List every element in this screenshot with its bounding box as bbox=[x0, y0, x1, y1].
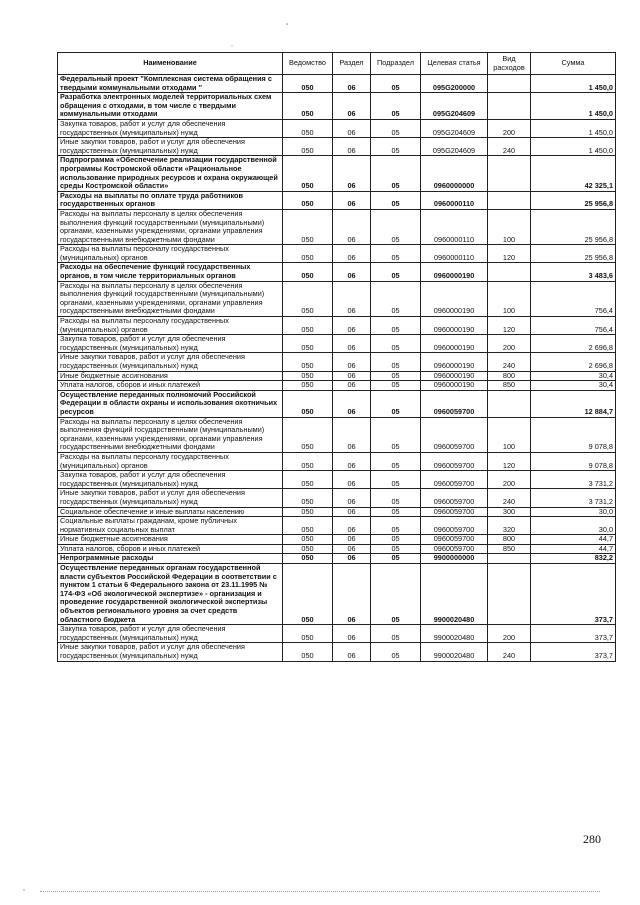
cell-sum: 756,4 bbox=[531, 317, 616, 335]
cell-subsection: 05 bbox=[371, 138, 421, 156]
cell-dept: 050 bbox=[283, 191, 333, 209]
cell-sum: 2 696,8 bbox=[531, 335, 616, 353]
cell-subsection: 05 bbox=[371, 93, 421, 120]
cell-target: 9900020480 bbox=[421, 564, 488, 625]
cell-name: Социальные выплаты гражданам, кроме публичных нормативных социальных выплат bbox=[58, 517, 283, 535]
cell-subsection: 05 bbox=[371, 564, 421, 625]
cell-sum: 3 731,2 bbox=[531, 489, 616, 507]
cell-sum: 25 956,8 bbox=[531, 191, 616, 209]
cell-name: Расходы на выплаты персоналу государственных (муниципальных) органов bbox=[58, 245, 283, 263]
cell-section: 06 bbox=[333, 471, 371, 489]
cell-type: 300 bbox=[488, 507, 531, 517]
cell-name: Иные бюджетные ассигнования bbox=[58, 371, 283, 381]
cell-target: 0960059700 bbox=[421, 517, 488, 535]
cell-dept: 050 bbox=[283, 643, 333, 661]
cell-name: Социальное обеспечение и иные выплаты населению bbox=[58, 507, 283, 517]
header-target: Целевая статья bbox=[421, 53, 488, 75]
cell-target: 0960000110 bbox=[421, 245, 488, 263]
cell-section: 06 bbox=[333, 263, 371, 281]
cell-subsection: 05 bbox=[371, 75, 421, 93]
cell-dept: 050 bbox=[283, 353, 333, 371]
cell-name: Иные закупки товаров, работ и услуг для обеспечения государственных (муниципальных) нужд bbox=[58, 138, 283, 156]
cell-name: Иные закупки товаров, работ и услуг для обеспечения государственных (муниципальных) нужд bbox=[58, 353, 283, 371]
cell-type: 240 bbox=[488, 489, 531, 507]
header-type: Вид расходов bbox=[488, 53, 531, 75]
cell-type: 100 bbox=[488, 281, 531, 316]
cell-type: 240 bbox=[488, 138, 531, 156]
cell-dept: 050 bbox=[283, 371, 333, 381]
cell-target: 0960000000 bbox=[421, 156, 488, 191]
cell-dept: 050 bbox=[283, 471, 333, 489]
cell-target: 0960059700 bbox=[421, 507, 488, 517]
cell-sum: 1 450,0 bbox=[531, 119, 616, 137]
cell-name: Осуществление переданных полномочий Российской Федерации в области охраны и использования охотничьих ресурсов bbox=[58, 390, 283, 417]
cell-type: 850 bbox=[488, 381, 531, 391]
cell-dept: 050 bbox=[283, 119, 333, 137]
cell-subsection: 05 bbox=[371, 381, 421, 391]
cell-subsection: 05 bbox=[371, 209, 421, 244]
cell-section: 06 bbox=[333, 564, 371, 625]
cell-dept: 050 bbox=[283, 625, 333, 643]
cell-sum: 1 450,0 bbox=[531, 93, 616, 120]
header-dept: Ведомство bbox=[283, 53, 333, 75]
cell-target: 9900000000 bbox=[421, 554, 488, 564]
cell-sum: 25 956,8 bbox=[531, 245, 616, 263]
cell-dept: 050 bbox=[283, 535, 333, 545]
cell-subsection: 05 bbox=[371, 643, 421, 661]
header-section: Раздел bbox=[333, 53, 371, 75]
cell-dept: 050 bbox=[283, 390, 333, 417]
cell-name: Иные закупки товаров, работ и услуг для обеспечения государственных (муниципальных) нужд bbox=[58, 489, 283, 507]
cell-type: 800 bbox=[488, 371, 531, 381]
cell-section: 06 bbox=[333, 381, 371, 391]
cell-subsection: 05 bbox=[371, 245, 421, 263]
cell-sum: 1 450,0 bbox=[531, 75, 616, 93]
cell-target: 0960059700 bbox=[421, 544, 488, 554]
header-name: Наименование bbox=[58, 53, 283, 75]
cell-type: 800 bbox=[488, 535, 531, 545]
cell-section: 06 bbox=[333, 93, 371, 120]
cell-subsection: 05 bbox=[371, 156, 421, 191]
cell-sum: 3 731,2 bbox=[531, 471, 616, 489]
header-sum: Сумма bbox=[531, 53, 616, 75]
cell-sum: 832,2 bbox=[531, 554, 616, 564]
cell-sum: 44,7 bbox=[531, 544, 616, 554]
cell-dept: 050 bbox=[283, 452, 333, 470]
cell-type: 200 bbox=[488, 119, 531, 137]
cell-dept: 050 bbox=[283, 335, 333, 353]
cell-type: 120 bbox=[488, 245, 531, 263]
cell-name: Федеральный проект "Комплексная система обращения с твердыми коммунальными отходами " bbox=[58, 75, 283, 93]
cell-sum: 12 884,7 bbox=[531, 390, 616, 417]
cell-sum: 44,7 bbox=[531, 535, 616, 545]
cell-type: 240 bbox=[488, 643, 531, 661]
cell-name: Расходы на выплаты персоналу в целях обеспечения выполнения функций государственными (муниципальными) органами, казенными учреждениями, органами управления государственными внебюджетными фондами bbox=[58, 209, 283, 244]
cell-section: 06 bbox=[333, 156, 371, 191]
cell-section: 06 bbox=[333, 138, 371, 156]
cell-dept: 050 bbox=[283, 517, 333, 535]
cell-sum: 9 078,8 bbox=[531, 452, 616, 470]
cell-type: 200 bbox=[488, 625, 531, 643]
cell-sum: 30,0 bbox=[531, 507, 616, 517]
cell-subsection: 05 bbox=[371, 335, 421, 353]
cell-dept: 050 bbox=[283, 156, 333, 191]
cell-dept: 050 bbox=[283, 544, 333, 554]
cell-target: 9900020480 bbox=[421, 643, 488, 661]
cell-subsection: 05 bbox=[371, 191, 421, 209]
cell-target: 095G204609 bbox=[421, 119, 488, 137]
cell-target: 0960000190 bbox=[421, 281, 488, 316]
cell-name: Уплата налогов, сборов и иных платежей bbox=[58, 381, 283, 391]
cell-dept: 050 bbox=[283, 554, 333, 564]
cell-sum: 30,4 bbox=[531, 371, 616, 381]
cell-type: 120 bbox=[488, 317, 531, 335]
cell-subsection: 05 bbox=[371, 281, 421, 316]
cell-section: 06 bbox=[333, 517, 371, 535]
cell-name: Расходы на выплаты персоналу государственных (муниципальных) органов bbox=[58, 317, 283, 335]
cell-section: 06 bbox=[333, 544, 371, 554]
page-number: 280 bbox=[583, 832, 601, 846]
cell-sum: 756,4 bbox=[531, 281, 616, 316]
cell-subsection: 05 bbox=[371, 625, 421, 643]
cell-section: 06 bbox=[333, 281, 371, 316]
cell-target: 0960059700 bbox=[421, 489, 488, 507]
cell-subsection: 05 bbox=[371, 535, 421, 545]
cell-name: Расходы на выплаты персоналу государственных (муниципальных) органов bbox=[58, 452, 283, 470]
cell-section: 06 bbox=[333, 245, 371, 263]
cell-dept: 050 bbox=[283, 75, 333, 93]
cell-sum: 3 483,6 bbox=[531, 263, 616, 281]
cell-type: 200 bbox=[488, 335, 531, 353]
cell-target: 9900020480 bbox=[421, 625, 488, 643]
cell-sum: 30,4 bbox=[531, 381, 616, 391]
cell-name: Закупка товаров, работ и услуг для обеспечения государственных (муниципальных) нужд bbox=[58, 119, 283, 137]
cell-dept: 050 bbox=[283, 317, 333, 335]
cell-subsection: 05 bbox=[371, 119, 421, 137]
header-subsection: Подраздел bbox=[371, 53, 421, 75]
cell-name: Расходы на выплаты персоналу в целях обеспечения выполнения функций государственными (муниципальными) органами, казенными учреждениями, органами управления государственными внебюджетными фондами bbox=[58, 281, 283, 316]
cell-target: 0960059700 bbox=[421, 452, 488, 470]
cell-subsection: 05 bbox=[371, 517, 421, 535]
cell-name: Расходы на обеспечение функций государственных органов, в том числе территориальных органов bbox=[58, 263, 283, 281]
cell-name: Расходы на выплаты по оплате труда работников государственных органов bbox=[58, 191, 283, 209]
cell-dept: 050 bbox=[283, 489, 333, 507]
cell-name: Уплата налогов, сборов и иных платежей bbox=[58, 544, 283, 554]
cell-dept: 050 bbox=[283, 245, 333, 263]
cell-sum: 30,0 bbox=[531, 517, 616, 535]
cell-name: Закупка товаров, работ и услуг для обеспечения государственных (муниципальных) нужд bbox=[58, 335, 283, 353]
cell-subsection: 05 bbox=[371, 390, 421, 417]
cell-target: 0960059700 bbox=[421, 471, 488, 489]
cell-type: 240 bbox=[488, 353, 531, 371]
cell-section: 06 bbox=[333, 353, 371, 371]
cell-section: 06 bbox=[333, 335, 371, 353]
cell-sum: 42 325,1 bbox=[531, 156, 616, 191]
cell-section: 06 bbox=[333, 535, 371, 545]
cell-dept: 050 bbox=[283, 263, 333, 281]
cell-subsection: 05 bbox=[371, 452, 421, 470]
cell-target: 095G200000 bbox=[421, 75, 488, 93]
cell-dept: 050 bbox=[283, 93, 333, 120]
cell-type: 200 bbox=[488, 471, 531, 489]
cell-subsection: 05 bbox=[371, 353, 421, 371]
cell-name: Осуществление переданных органам государственной власти субъектов Российской Федерации в соответствии с пунктом 1 статьи 6 Федерального закона от 23.11.1995 № 174-ФЗ «Об экологической экспертизе» - организация и проведение государственной экологической экспертизы объектов регионального уровня за счет средств областного бюджета bbox=[58, 564, 283, 625]
cell-name: Разработка электронных моделей территориальных схем обращения с отходами, в том числе с твердыми коммунальными отходами bbox=[58, 93, 283, 120]
cell-dept: 050 bbox=[283, 209, 333, 244]
cell-section: 06 bbox=[333, 191, 371, 209]
cell-dept: 050 bbox=[283, 564, 333, 625]
cell-target: 095G204609 bbox=[421, 138, 488, 156]
cell-target: 0960000190 bbox=[421, 381, 488, 391]
cell-section: 06 bbox=[333, 507, 371, 517]
cell-section: 06 bbox=[333, 317, 371, 335]
cell-type: 320 bbox=[488, 517, 531, 535]
cell-name: Расходы на выплаты персоналу в целях обеспечения выполнения функций государственными (муниципальными) органами, казенными учреждениями, органами управления государственными внебюджетными фондами bbox=[58, 417, 283, 452]
cell-target: 0960000190 bbox=[421, 353, 488, 371]
cell-section: 06 bbox=[333, 417, 371, 452]
cell-type: 120 bbox=[488, 452, 531, 470]
cell-subsection: 05 bbox=[371, 507, 421, 517]
cell-sum: 25 956,8 bbox=[531, 209, 616, 244]
cell-subsection: 05 bbox=[371, 554, 421, 564]
cell-name: Подпрограмма «Обеспечение реализации государственной программы Костромской области «Рациональное использование природных ресурсов и охрана окружающей среды Костромской области» bbox=[58, 156, 283, 191]
cell-target: 0960000190 bbox=[421, 317, 488, 335]
cell-subsection: 05 bbox=[371, 371, 421, 381]
cell-name: Закупка товаров, работ и услуг для обеспечения государственных (муниципальных) нужд bbox=[58, 625, 283, 643]
cell-subsection: 05 bbox=[371, 263, 421, 281]
cell-type: 100 bbox=[488, 417, 531, 452]
cell-section: 06 bbox=[333, 554, 371, 564]
cell-type: 100 bbox=[488, 209, 531, 244]
cell-name: Иные закупки товаров, работ и услуг для обеспечения государственных (муниципальных) нужд bbox=[58, 643, 283, 661]
cell-section: 06 bbox=[333, 390, 371, 417]
cell-section: 06 bbox=[333, 119, 371, 137]
cell-subsection: 05 bbox=[371, 317, 421, 335]
cell-target: 0960059700 bbox=[421, 390, 488, 417]
cell-dept: 050 bbox=[283, 381, 333, 391]
cell-subsection: 05 bbox=[371, 489, 421, 507]
cell-target: 095G204609 bbox=[421, 93, 488, 120]
cell-dept: 050 bbox=[283, 138, 333, 156]
cell-target: 0960059700 bbox=[421, 417, 488, 452]
cell-section: 06 bbox=[333, 75, 371, 93]
cell-target: 0960000190 bbox=[421, 263, 488, 281]
cell-name: Непрограммные расходы bbox=[58, 554, 283, 564]
cell-dept: 050 bbox=[283, 281, 333, 316]
cell-dept: 050 bbox=[283, 417, 333, 452]
cell-type: 850 bbox=[488, 544, 531, 554]
cell-name: Иные бюджетные ассигнования bbox=[58, 535, 283, 545]
cell-section: 06 bbox=[333, 625, 371, 643]
cell-target: 0960000110 bbox=[421, 209, 488, 244]
cell-subsection: 05 bbox=[371, 417, 421, 452]
cell-subsection: 05 bbox=[371, 471, 421, 489]
cell-section: 06 bbox=[333, 643, 371, 661]
cell-sum: 2 696,8 bbox=[531, 353, 616, 371]
cell-target: 0960000110 bbox=[421, 191, 488, 209]
cell-section: 06 bbox=[333, 209, 371, 244]
cell-section: 06 bbox=[333, 452, 371, 470]
cell-sum: 373,7 bbox=[531, 643, 616, 661]
cell-dept: 050 bbox=[283, 507, 333, 517]
cell-target: 0960000190 bbox=[421, 371, 488, 381]
cell-target: 0960059700 bbox=[421, 535, 488, 545]
cell-sum: 373,7 bbox=[531, 564, 616, 625]
cell-name: Закупка товаров, работ и услуг для обеспечения государственных (муниципальных) нужд bbox=[58, 471, 283, 489]
cell-sum: 9 078,8 bbox=[531, 417, 616, 452]
cell-section: 06 bbox=[333, 371, 371, 381]
cell-sum: 373,7 bbox=[531, 625, 616, 643]
cell-sum: 1 450,0 bbox=[531, 138, 616, 156]
cell-section: 06 bbox=[333, 489, 371, 507]
cell-subsection: 05 bbox=[371, 544, 421, 554]
cell-target: 0960000190 bbox=[421, 335, 488, 353]
